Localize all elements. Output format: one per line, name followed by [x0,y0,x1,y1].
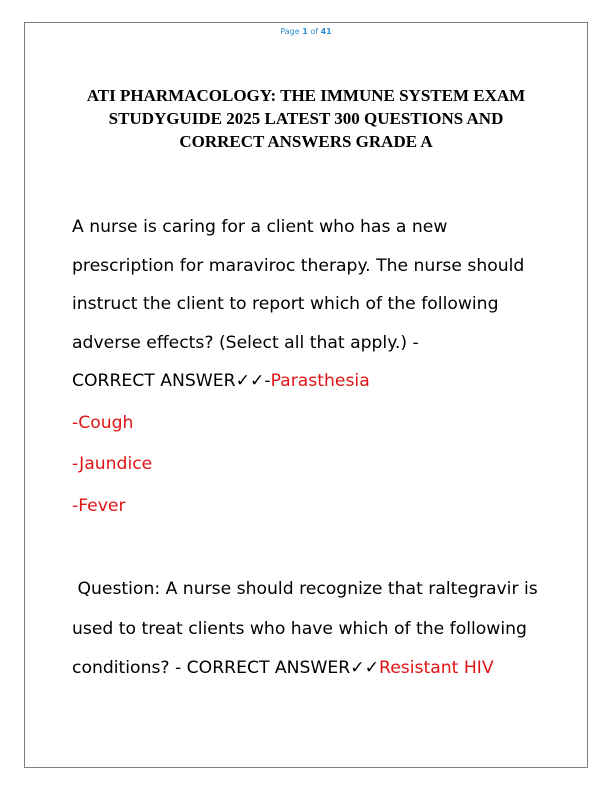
question-2-line-text: conditions? - CORRECT ANSWER [72,658,351,678]
correct-answer-label: CORRECT ANSWER [72,371,236,391]
question-1-line: A nurse is caring for a client who has a new [72,217,448,237]
document-title [60,84,552,153]
checkmark-icon: ✓✓ [350,658,380,678]
current-page: 1 [302,27,308,36]
answer-option: -Fever [72,495,126,516]
question-1-line: instruct the client to report which of the following [72,294,499,314]
checkmark-icon: ✓✓ [235,371,265,391]
answer-option: -Jaundice [72,454,153,474]
answer-prefix: - [264,371,271,391]
total-pages: 41 [320,27,332,36]
question-2-answer-line [72,649,552,689]
page-number: Page 1 of 41 [280,27,332,36]
question-2 [72,570,552,689]
answer-option: Parasthesia [270,371,370,391]
question-2-line: Question: A nurse should recognize that raltegravir is [72,579,538,599]
title-line-3: CORRECT ANSWERS GRADE A [179,132,433,151]
question-1-line: prescription for maraviroc therapy. The nurse should [72,255,525,276]
answer-option: -Cough [72,412,134,433]
question-2-line: used to treat clients who have which of the following [72,618,527,639]
question-1-line: adverse effects? (Select all that apply.) - [72,332,419,353]
question-1 [72,208,552,528]
question-1-answer-line [72,362,552,404]
title-line-2: STUDYGUIDE 2025 LATEST 300 QUESTIONS AND [108,109,504,128]
answer-option: Resistant HIV [379,658,494,678]
title-line-1: ATI PHARMACOLOGY: THE IMMUNE SYSTEM EXAM [86,86,526,105]
